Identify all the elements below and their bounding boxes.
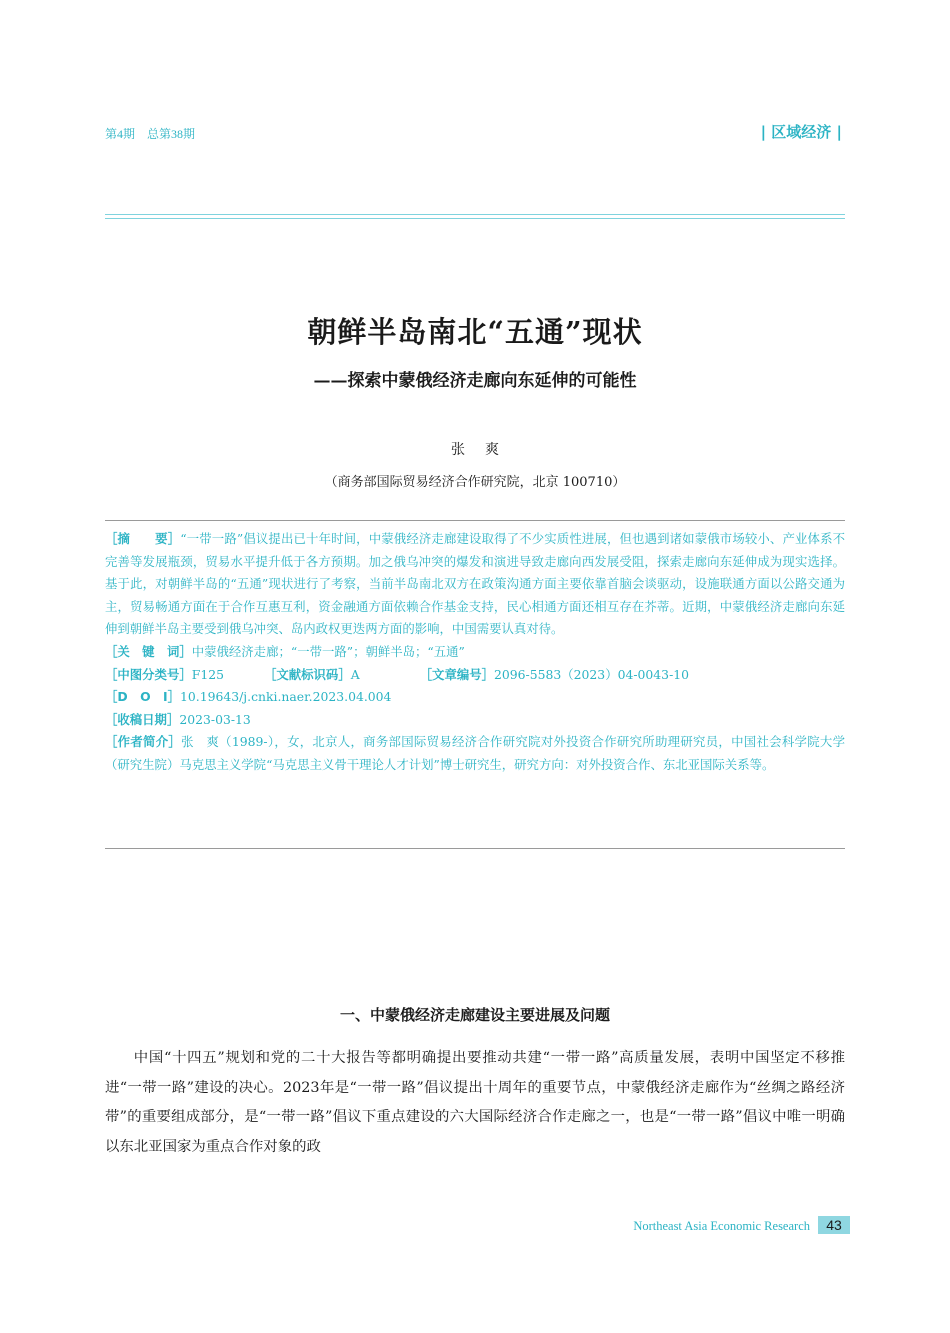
abstract-label: ［摘 要］ [105, 531, 181, 546]
bio-text: 张 爽（1989-），女，北京人，商务部国际贸易经济合作研究院对外投资合作研究所助理研究员，中国社会科学院大学（研究生院）马克思主义学院“马克思主义骨干理论人才计划”博士研究生，研究方向：对外投资合作、东北亚国际关系等。 [105, 734, 845, 772]
keywords-line [105, 641, 845, 664]
issue-info: 第4期 总第38期 [105, 127, 196, 141]
journal-name: Northeast Asia Economic Research [633, 1219, 810, 1233]
bio-label: ［作者简介］ [105, 734, 182, 750]
header-rule [105, 214, 845, 215]
keywords-text: 中蒙俄经济走廊；“一带一路”；朝鲜半岛；“五通” [191, 643, 465, 659]
page-number: 43 [818, 1216, 850, 1234]
header-rule-secondary [105, 218, 845, 219]
received-line [105, 709, 845, 732]
article-subtitle: ——探索中蒙俄经济走廊向东延伸的可能性 [313, 371, 637, 391]
abstract-text: “一带一路”倡议提出已十年时间，中蒙俄经济走廊建设取得了不少实质性进展，但也遇到诸如蒙俄市场较小、产业体系不完善等发展瓶颈，贸易水平提升低于各方预期。加之俄乌冲突的爆发和演进导致走廊向西发展受阻，探索走廊向东延伸成为现实选择。基于此，对朝鲜半岛的“五通”现状进行了考察，当前半岛南北双方在政策沟通方面主要依靠首脑会谈驱动，设施联通方面以公路交通为主，贸易畅通方面在于合作互惠互利，资金融通方面依赖合作基金支持，民心相通方面还相互存在芥蒂。近期，中蒙俄经济走廊向东延伸到朝鲜半岛主要受到俄乌冲突、岛内政权更迭两方面的影响，中国需要认真对待。 [105, 531, 846, 637]
clc-value: F125 [191, 666, 224, 682]
abstract-paragraph [105, 528, 845, 641]
keywords-label: ［关 键 词］ [105, 643, 192, 659]
doc-code-label: ［文献标识码］ [263, 666, 351, 682]
author-affiliation: （商务部国际贸易经济合作研究院，北京 100710） [324, 475, 626, 490]
article-no-label: ［文章编号］ [419, 666, 495, 682]
article-title: 朝鲜半岛南北“五通”现状 [307, 315, 643, 349]
doc-code-value: A [350, 666, 360, 682]
section-heading: 一、中蒙俄经济走廊建设主要进展及问题 [339, 1006, 610, 1024]
body-paragraph: 中国“十四五”规划和党的二十大报告等都明确提出要推动共建“一带一路”高质量发展，表明中国坚定不移推进“一带一路”建设的决心。2023年是“一带一路”倡议提出十周年的重要节点，中蒙俄经济走廊作为“丝绸之路经济带”的重要组成部分，是“一带一路”倡议下重点建设的六大国际经济合作走廊之一，也是“一带一路”倡议中唯一明确以东北亚国家为重点合作对象的政 [105, 1050, 845, 1155]
bio-paragraph [105, 731, 845, 776]
doi-label: ［D O I］ [105, 689, 180, 705]
section-tag: | 区域经济 | [760, 123, 842, 141]
doi-value: 10.19643/j.cnki.naer.2023.04.004 [180, 689, 392, 705]
clc-label: ［中图分类号］ [105, 666, 192, 682]
doi-line [105, 686, 845, 709]
article-no-value: 2096-5583（2023）04-0043-10 [494, 666, 690, 682]
abstract-top-rule [105, 520, 845, 521]
abstract-block [105, 528, 845, 777]
received-value: 2023-03-13 [179, 711, 251, 727]
received-label: ［收稿日期］ [105, 711, 180, 727]
author-name: 张爽 [451, 442, 519, 458]
classification-line [105, 664, 845, 687]
abstract-bottom-rule [105, 848, 845, 849]
